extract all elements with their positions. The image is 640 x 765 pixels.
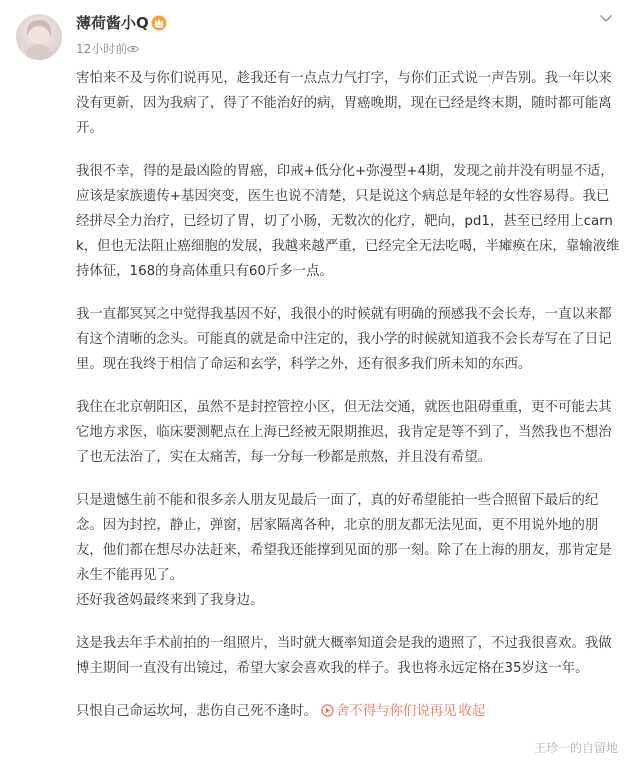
collapse-button[interactable]: 收起 [458, 704, 486, 719]
watermark: 王珍一的自留地 [534, 741, 619, 755]
post-paragraph: 我很不幸，得的是最凶险的胃癌，印戒+低分化+弥漫型+4期，发现之前并没有明显不适，应该是家族遗传+基因突变，医生也说不清楚，只是说这个病总是年轻的女性容易得。我已经拼尽全力治疗，已经切了胃，切了小肠，无数次的化疗，靶向，pd1，甚至已经用上carnk，但也无法阻止癌细胞的发展，我越来越严重，已经完全无法吃喝，半瘫痪在床，靠输液维持体征，168的身高体重只有60斤多一点。 [76, 164, 620, 279]
post-paragraph: 这是我去年手术前拍的一组照片，当时就大概率知道会是我的遗照了，不过我很喜欢。我做博主期间一直没有出镜过，希望大家会喜欢我的样子。我也将永远定格在35岁这一年。 [76, 636, 612, 676]
post-paragraph: 我一直都冥冥之中觉得我基因不好，我很小的时候就有明确的预感我不会长寿，一直以来都有这个清晰的念头。可能真的就是命中注定的，我小学的时候就知道我不会长寿写在了日记里。现在我终于相信了命运和玄学，科学之外，还有很多我们所未知的东西。 [76, 307, 612, 372]
link-icon [321, 704, 334, 717]
avatar[interactable] [16, 14, 62, 60]
post-timestamp: 12小时前 [76, 42, 128, 56]
post-last-line-text: 只恨自己命运坎坷，悲伤自己死不逢时。 [76, 704, 318, 719]
post-header [0, 0, 640, 68]
eye-icon [127, 44, 139, 54]
post-paragraph: 只是遗憾生前不能和很多亲人朋友见最后一面了，真的好希望能拍一些合照留下最后的纪念。因为封控，静止，弹窗，居家隔离各种，北京的朋友都无法见面，更不用说外地的朋友，他们都在想尽办法赶来，希望我还能撑到见面的那一刻。除了在上海的朋友，那肯定是永生不能再见了。 还好我爸妈最终来到了我身边。 [76, 493, 612, 608]
username[interactable]: 薄荷酱小Q [76, 14, 149, 32]
video-link-text: 舍不得与你们说再见 [336, 704, 457, 719]
post-paragraph: 害怕来不及与你们说再见，趁我还有一点点力气打字，与你们正式说一声告别。我一年以来没有更新，因为我病了，得了不能治好的病，胃癌晚期，现在已经是终末期，随时都可能离开。 [76, 71, 612, 136]
crown-badge-icon [151, 15, 167, 31]
avatar-portrait-icon [16, 14, 62, 60]
post-paragraph: 我住在北京朝阳区，虽然不是封控管控小区，但无法交通，就医也阻碍重重，更不可能去其它地方求医，临床要测靶点在上海已经被无限期推迟，我肯定是等不到了，当然我也不想治了也无法治了，实在太痛苦，每一分每一秒都是煎熬，并且没有希望。 [76, 400, 612, 465]
post-body [76, 66, 621, 724]
chevron-down-icon[interactable] [596, 8, 616, 28]
video-link[interactable] [321, 704, 457, 719]
post-last-line [76, 699, 621, 724]
